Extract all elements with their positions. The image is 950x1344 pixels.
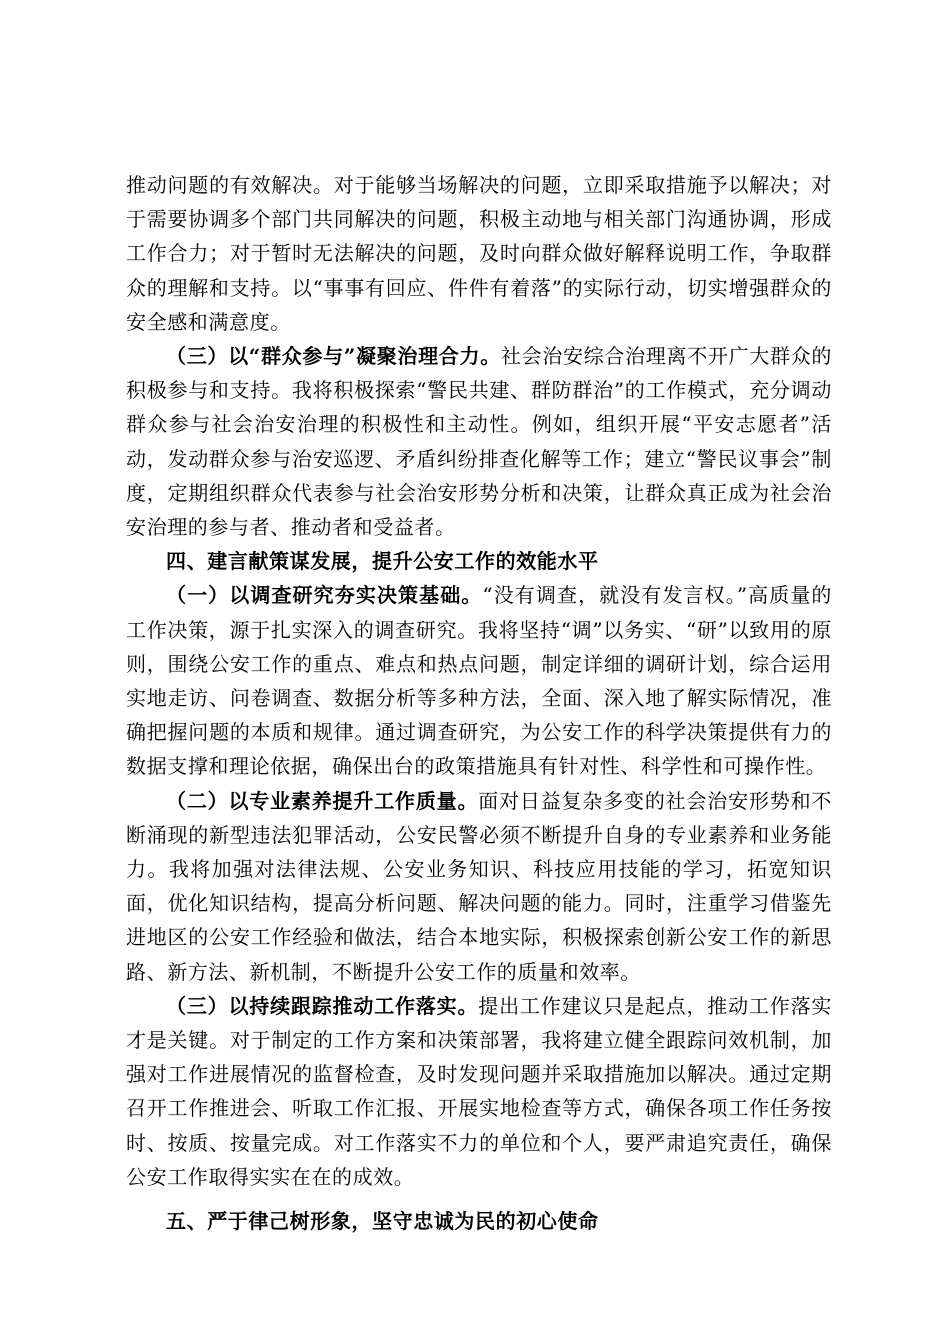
- paragraph-implementation: [126, 989, 832, 1194]
- paragraph-masses-participation: [126, 339, 832, 544]
- paragraph-lead: （二）以专业素养提升工作质量。: [166, 788, 479, 813]
- paragraph-lead: （三）以持续跟踪推动工作落实。: [166, 993, 479, 1018]
- paragraph-professionalism: [126, 784, 832, 989]
- paragraph-text: 社会治安综合治理离不开广大群众的积极参与和支持。我将积极探索“警民共建、群防群治”的工作模式，充分调动群众参与社会治安治理的积极性和主动性。例如，组织开展“平安志愿者”活动，发动群众参与治安巡逻、矛盾纠纷排查化解等工作；建立“警民议事会”制度，定期组织群众代表参与社会治安形势分析和决策，让群众真正成为社会治安治理的参与者、推动者和受益者。: [126, 344, 832, 540]
- paragraph-lead: （一）以调查研究夯实决策基础。: [166, 583, 483, 608]
- document-body: [126, 168, 832, 1238]
- paragraph-text: “没有调查，就没有发言权。”高质量的工作决策，源于扎实深入的调查研究。我将坚持“调”以务实、“研”以致用的原则，围绕公安工作的重点、难点和热点问题，制定详细的调研计划，综合运用实地走访、问卷调查、数据分析等多种方法，全面、深入地了解实际情况，准确把握问题的本质和规律。通过调查研究，为公安工作的科学决策提供有力的数据支撑和理论依据，确保出台的政策措施具有针对性、科学性和可操作性。: [126, 583, 833, 779]
- section-heading-4: 四、建言献策谋发展，提升公安工作的效能水平: [166, 549, 599, 574]
- paragraph-continuation: [126, 168, 832, 339]
- section-heading-5: 五、严于律己树形象，坚守忠诚为民的初心使命: [166, 1209, 599, 1234]
- paragraph-research: [126, 578, 832, 783]
- paragraph-text: 提出工作建议只是起点，推动工作落实才是关键。对于制定的工作方案和决策部署，我将建立健全跟踪问效机制，加强对工作进展情况的监督检查，及时发现问题并采取措施加以解决。通过定期召开工作推进会、听取工作汇报、开展实地检查等方式，确保各项工作任务按时、按质、按量完成。对工作落实不力的单位和个人，要严肃追究责任，确保公安工作取得实实在在的成效。: [126, 993, 833, 1189]
- paragraph-lead: （三）以“群众参与”凝聚治理合力。: [166, 344, 501, 369]
- paragraph-text: 面对日益复杂多变的社会治安形势和不断涌现的新型违法犯罪活动，公安民警必须不断提升自身的专业素养和业务能力。我将加强对法律法规、公安业务知识、科技应用技能的学习，拓宽知识面，优化知识结构，提高分析问题、解决问题的能力。同时，注重学习借鉴先进地区的公安工作经验和做法，结合本地实际，积极探索创新公安工作的新思路、新方法、新机制，不断提升公安工作的质量和效率。: [126, 788, 833, 984]
- paragraph-text: 推动问题的有效解决。对于能够当场解决的问题，立即采取措施予以解决；对于需要协调多个部门共同解决的问题，积极主动地与相关部门沟通协调，形成工作合力；对于暂时无法解决的问题，及时向群众做好解释说明工作，争取群众的理解和支持。以“事事有回应、件件有着落”的实际行动，切实增强群众的安全感和满意度。: [126, 173, 832, 334]
